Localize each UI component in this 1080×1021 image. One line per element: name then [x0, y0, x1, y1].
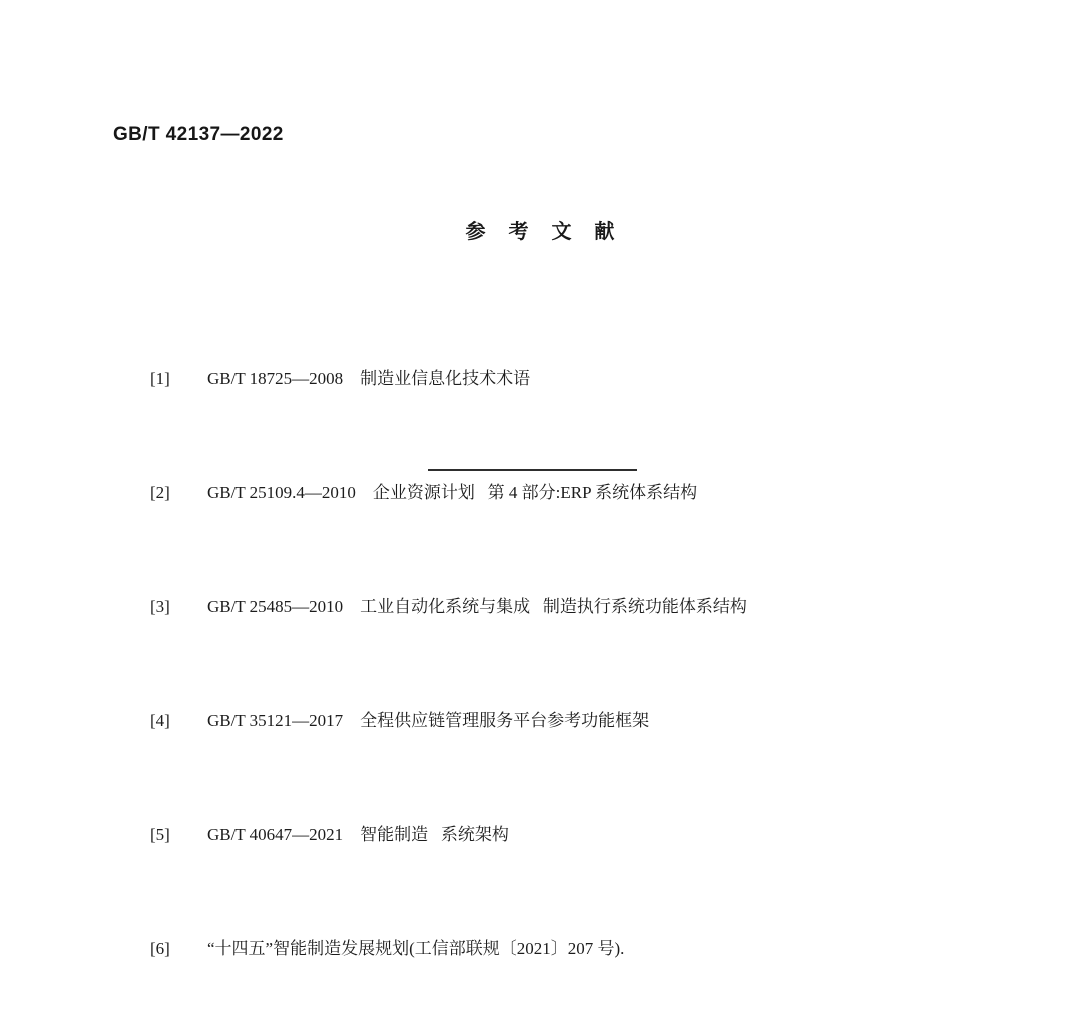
reference-number: [1] — [150, 369, 170, 388]
references-title: 参 考 文 献 — [465, 219, 615, 243]
reference-text: GB/T 25109.4—2010 企业资源计划 第 4 部分:ERP 系统体系结构 — [207, 483, 698, 502]
reference-number: [2] — [150, 483, 170, 502]
reference-number: [3] — [150, 597, 170, 616]
reference-text: “十四五”智能制造发展规划(工信部联规〔2021〕207 号). — [207, 939, 625, 958]
reference-text: GB/T 18725—2008 制造业信息化技术术语 — [207, 369, 531, 388]
reference-number: [5] — [150, 825, 170, 844]
reference-item — [150, 593, 747, 622]
reference-text: GB/T 25485—2010 工业自动化系统与集成 制造执行系统功能体系结构 — [207, 597, 747, 616]
reference-item — [150, 365, 747, 394]
reference-item — [150, 479, 747, 508]
reference-item — [150, 707, 747, 736]
reference-text: GB/T 35121—2017 全程供应链管理服务平台参考功能框架 — [207, 711, 650, 730]
reference-number: [4] — [150, 711, 170, 730]
standard-number: GB/T 42137—2022 — [113, 124, 284, 145]
end-of-text-rule — [428, 469, 637, 471]
reference-item — [150, 935, 747, 964]
reference-number: [6] — [150, 939, 170, 958]
reference-item — [150, 821, 747, 850]
reference-list — [150, 251, 747, 1021]
reference-text: GB/T 40647—2021 智能制造 系统架构 — [207, 825, 509, 844]
